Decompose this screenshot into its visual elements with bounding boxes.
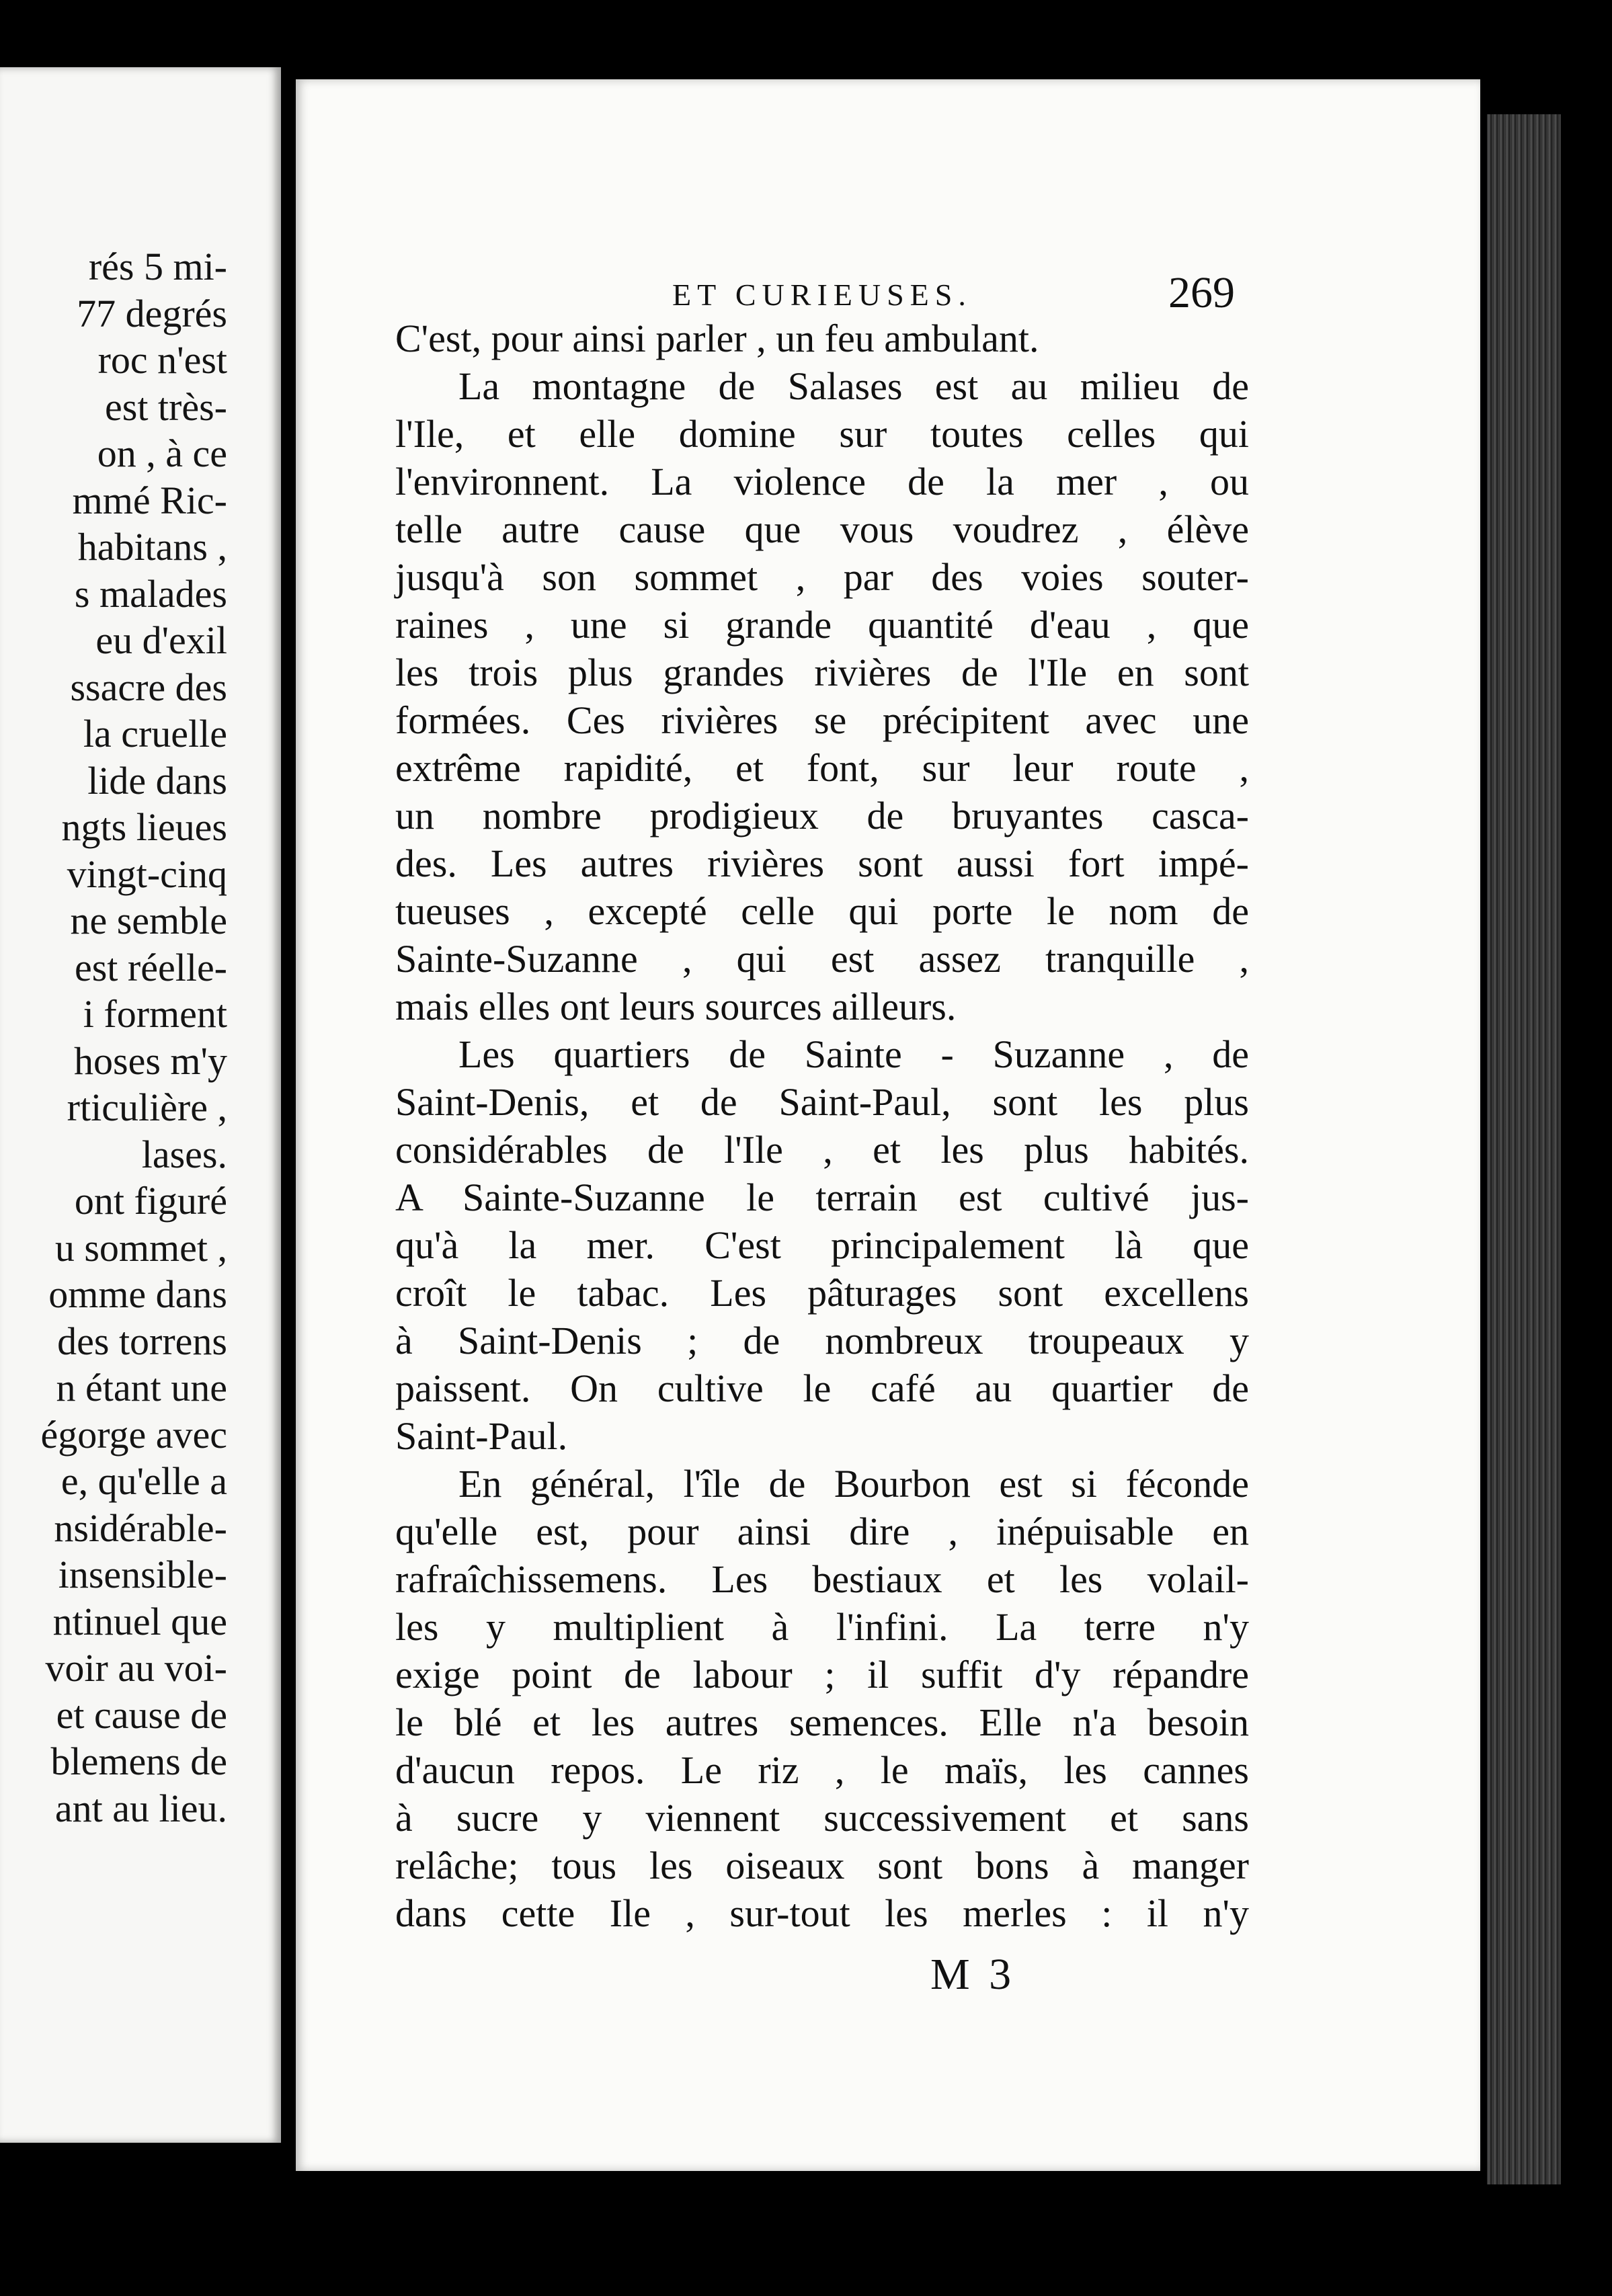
left-page-line: lide dans: [87, 758, 227, 803]
running-head: ET CURIEUSES.: [672, 278, 972, 312]
text-line: Saint-Denis, et de Saint-Paul, sont les plus: [395, 1080, 1249, 1124]
left-page-line: insensible-: [58, 1553, 227, 1596]
text-line: mais elles ont leurs sources ailleurs.: [395, 985, 957, 1028]
signature-mark: M 3: [930, 1950, 1016, 1999]
left-page-line: égorge avec: [40, 1412, 227, 1457]
text-line: l'environnent. La violence de la mer , ou: [395, 460, 1249, 503]
text-line: qu'à la mer. C'est principalement là que: [395, 1223, 1249, 1267]
left-page-line: habitans ,: [77, 525, 227, 569]
text-line: dans cette Ile , sur-tout les merles : il n'y: [395, 1891, 1249, 1935]
left-page-line: i forment: [83, 992, 227, 1036]
text-line: Sainte-Suzanne , qui est assez tranquille ,: [395, 937, 1249, 981]
text-line: l'Ile, et elle domine sur toutes celles qui: [395, 412, 1249, 456]
text-line: En général, l'île de Bourbon est si féconde: [458, 1462, 1249, 1506]
text-line: tueuses , excepté celle qui porte le nom de: [395, 889, 1249, 933]
left-page-line: blemens de: [50, 1739, 227, 1783]
left-page-line: voir au voi-: [45, 1646, 227, 1690]
text-line: telle autre cause que vous voudrez , élève: [395, 507, 1249, 551]
left-page-line: 77 degrés: [77, 291, 227, 335]
left-page-line: ngts lieues: [61, 805, 227, 849]
page-number: 269: [1168, 268, 1235, 317]
body-text: [395, 315, 1249, 1937]
left-page-line: nsidérable-: [54, 1506, 227, 1550]
book-page-edges: [1487, 114, 1561, 2184]
left-page-line: ssacre des: [70, 665, 227, 709]
left-page-line: ntinuel que: [52, 1599, 227, 1643]
left-page-line: e, qu'elle a: [61, 1459, 227, 1503]
text-line: considérables de l'Ile , et les plus habités.: [395, 1128, 1249, 1172]
text-line: d'aucun repos. Le riz , le maïs, les cannes: [395, 1748, 1249, 1792]
text-line: croît le tabac. Les pâturages sont excellens: [395, 1271, 1249, 1315]
text-line: un nombre prodigieux de bruyantes casca-: [395, 794, 1249, 837]
text-line: des. Les autres rivières sont aussi fort impé-: [395, 842, 1249, 885]
left-page-line: des torrens: [57, 1319, 227, 1363]
left-page-line: on , à ce: [97, 432, 227, 475]
left-page-line: ont figuré: [74, 1179, 227, 1223]
text-line: les y multiplient à l'infini. La terre n'y: [395, 1605, 1249, 1649]
text-line: qu'elle est, pour ainsi dire , inépuisable en: [395, 1510, 1249, 1553]
text-line: extrême rapidité, et font, sur leur route ,: [395, 746, 1249, 790]
text-line: formées. Ces rivières se précipitent avec une: [395, 698, 1249, 742]
left-page-line: ne semble: [70, 899, 227, 942]
text-line: les trois plus grandes rivières de l'Ile en sont: [395, 651, 1249, 694]
text-line: paissent. On cultive le café au quartier de: [395, 1366, 1249, 1410]
left-page-line: u sommet ,: [54, 1225, 227, 1270]
left-page-line: eu d'exil: [95, 618, 227, 662]
text-line: le blé et les autres semences. Elle n'a besoin: [395, 1700, 1249, 1744]
left-page-line: vingt-cinq: [67, 852, 227, 896]
text-line: Les quartiers de Sainte - Suzanne , de: [458, 1032, 1249, 1076]
left-page-line: roc n'est: [97, 338, 227, 382]
text-line: rafraîchissemens. Les bestiaux et les volail-: [395, 1557, 1249, 1601]
left-page: [0, 67, 281, 2143]
left-page-line: omme dans: [48, 1272, 227, 1316]
text-line: à sucre y viennent successivement et sans: [395, 1796, 1249, 1840]
text-line: jusqu'à son sommet , par des voies souter-: [395, 555, 1249, 599]
text-line: C'est, pour ainsi parler , un feu ambulant.: [395, 317, 1039, 360]
text-line: exige point de labour ; il suffit d'y répandre: [395, 1653, 1249, 1696]
left-page-line: n étant une: [56, 1366, 227, 1409]
text-line: raines , une si grande quantité d'eau , que: [395, 603, 1249, 647]
left-page-line: mmé Ric-: [72, 478, 227, 522]
left-page-line: est très-: [105, 384, 227, 429]
left-page-line: et cause de: [56, 1692, 227, 1737]
left-page-line: s malades: [74, 571, 227, 616]
left-page-line: rés 5 mi-: [88, 245, 227, 288]
text-line: à Saint-Denis ; de nombreux troupeaux y: [395, 1319, 1249, 1362]
left-page-line: lases.: [141, 1132, 227, 1176]
text-line: La montagne de Salases est au milieu de: [458, 364, 1249, 408]
left-page-line: la cruelle: [83, 712, 227, 755]
text-line: relâche; tous les oiseaux sont bons à manger: [395, 1844, 1249, 1887]
left-page-line: ant au lieu.: [54, 1786, 227, 1830]
text-line: A Sainte-Suzanne le terrain est cultivé jus-: [395, 1176, 1249, 1219]
text-line: Saint-Paul.: [395, 1414, 568, 1458]
left-page-line: hoses m'y: [74, 1038, 227, 1083]
left-page-line: rticulière ,: [67, 1085, 227, 1129]
left-page-line: est réelle-: [74, 945, 227, 989]
